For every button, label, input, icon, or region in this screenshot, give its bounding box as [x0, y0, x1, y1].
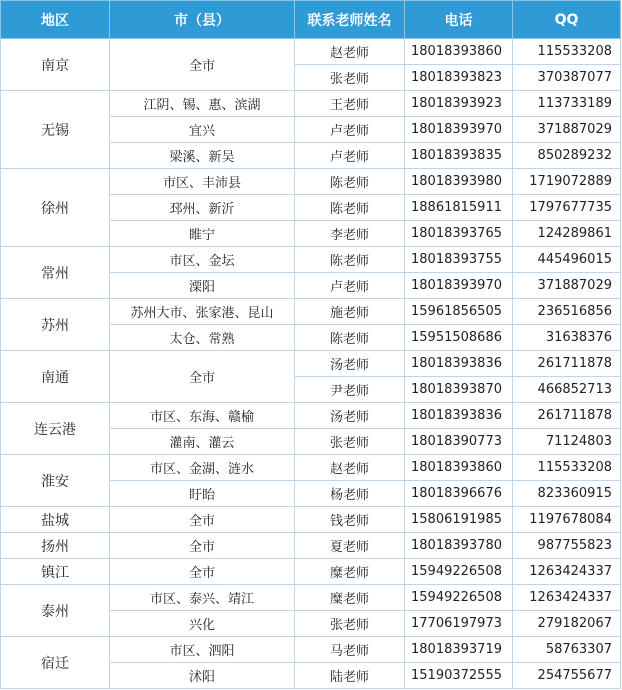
phone-cell: 15949226508 — [405, 585, 513, 611]
qq-cell: 236516856 — [513, 299, 621, 325]
teacher-cell: 杨老师 — [295, 481, 405, 507]
table-row — [1, 39, 621, 65]
table-header — [1, 1, 621, 39]
header-teacher: 联系老师姓名 — [295, 1, 405, 39]
qq-cell: 1197678084 — [513, 507, 621, 533]
qq-cell: 371887029 — [513, 273, 621, 299]
phone-cell: 18018393923 — [405, 91, 513, 117]
phone-cell: 15190372555 — [405, 663, 513, 689]
teacher-cell: 赵老师 — [295, 455, 405, 481]
teacher-cell: 马老师 — [295, 637, 405, 663]
phone-cell: 18018393780 — [405, 533, 513, 559]
region-cell: 宿迁 — [1, 637, 110, 689]
teacher-cell: 卢老师 — [295, 143, 405, 169]
city-cell: 全市 — [110, 559, 295, 585]
phone-cell: 18018393835 — [405, 143, 513, 169]
phone-cell: 18018393860 — [405, 39, 513, 65]
qq-cell: 371887029 — [513, 117, 621, 143]
qq-cell: 1263424337 — [513, 559, 621, 585]
qq-cell: 1263424337 — [513, 585, 621, 611]
city-cell: 市区、泗阳 — [110, 637, 295, 663]
qq-cell: 370387077 — [513, 65, 621, 91]
teacher-cell: 卢老师 — [295, 273, 405, 299]
teacher-cell: 卢老师 — [295, 117, 405, 143]
qq-cell: 823360915 — [513, 481, 621, 507]
qq-cell: 261711878 — [513, 351, 621, 377]
city-cell: 全市 — [110, 351, 295, 403]
city-cell: 江阴、锡、惠、滨湖 — [110, 91, 295, 117]
phone-cell: 15949226508 — [405, 559, 513, 585]
teacher-cell: 钱老师 — [295, 507, 405, 533]
teacher-cell: 尹老师 — [295, 377, 405, 403]
table-row — [1, 637, 621, 663]
qq-cell: 850289232 — [513, 143, 621, 169]
region-cell: 泰州 — [1, 585, 110, 637]
header-qq: QQ — [513, 1, 621, 39]
table-row — [1, 507, 621, 533]
qq-cell: 261711878 — [513, 403, 621, 429]
city-cell: 市区、泰兴、靖江 — [110, 585, 295, 611]
phone-cell: 18018390773 — [405, 429, 513, 455]
region-cell: 南通 — [1, 351, 110, 403]
region-cell: 淮安 — [1, 455, 110, 507]
table-row — [1, 455, 621, 481]
phone-cell: 18018393980 — [405, 169, 513, 195]
phone-cell: 18861815911 — [405, 195, 513, 221]
table-body — [1, 39, 621, 689]
phone-cell: 18018396676 — [405, 481, 513, 507]
teacher-cell: 张老师 — [295, 65, 405, 91]
city-cell: 宜兴 — [110, 117, 295, 143]
teacher-cell: 王老师 — [295, 91, 405, 117]
teacher-cell: 陈老师 — [295, 325, 405, 351]
qq-cell: 254755677 — [513, 663, 621, 689]
phone-cell: 18018393755 — [405, 247, 513, 273]
header-row — [1, 1, 621, 39]
phone-cell: 18018393719 — [405, 637, 513, 663]
region-cell: 苏州 — [1, 299, 110, 351]
phone-cell: 18018393836 — [405, 351, 513, 377]
teacher-cell: 陈老师 — [295, 195, 405, 221]
city-cell: 太仓、常熟 — [110, 325, 295, 351]
phone-cell: 18018393823 — [405, 65, 513, 91]
qq-cell: 1719072889 — [513, 169, 621, 195]
table-row — [1, 559, 621, 585]
header-region: 地区 — [1, 1, 110, 39]
qq-cell: 115533208 — [513, 455, 621, 481]
phone-cell: 18018393765 — [405, 221, 513, 247]
city-cell: 沭阳 — [110, 663, 295, 689]
teacher-cell: 赵老师 — [295, 39, 405, 65]
city-cell: 全市 — [110, 39, 295, 91]
header-phone: 电话 — [405, 1, 513, 39]
teacher-cell: 陆老师 — [295, 663, 405, 689]
qq-cell: 71124803 — [513, 429, 621, 455]
qq-cell: 445496015 — [513, 247, 621, 273]
table-row — [1, 247, 621, 273]
teacher-cell: 陈老师 — [295, 169, 405, 195]
region-cell: 镇江 — [1, 559, 110, 585]
region-cell: 徐州 — [1, 169, 110, 247]
city-cell: 市区、金湖、涟水 — [110, 455, 295, 481]
region-cell: 扬州 — [1, 533, 110, 559]
qq-cell: 1797677735 — [513, 195, 621, 221]
region-cell: 盐城 — [1, 507, 110, 533]
table-row — [1, 585, 621, 611]
city-cell: 全市 — [110, 507, 295, 533]
phone-cell: 15951508686 — [405, 325, 513, 351]
qq-cell: 466852713 — [513, 377, 621, 403]
teacher-cell: 张老师 — [295, 611, 405, 637]
qq-cell: 279182067 — [513, 611, 621, 637]
qq-cell: 987755823 — [513, 533, 621, 559]
city-cell: 苏州大市、张家港、昆山 — [110, 299, 295, 325]
phone-cell: 18018393836 — [405, 403, 513, 429]
teacher-cell: 糜老师 — [295, 585, 405, 611]
qq-cell: 115533208 — [513, 39, 621, 65]
phone-cell: 18018393970 — [405, 273, 513, 299]
city-cell: 睢宁 — [110, 221, 295, 247]
city-cell: 邳州、新沂 — [110, 195, 295, 221]
city-cell: 市区、丰沛县 — [110, 169, 295, 195]
city-cell: 全市 — [110, 533, 295, 559]
phone-cell: 17706197973 — [405, 611, 513, 637]
region-cell: 南京 — [1, 39, 110, 91]
table-row — [1, 169, 621, 195]
teacher-cell: 汤老师 — [295, 351, 405, 377]
city-cell: 梁溪、新吴 — [110, 143, 295, 169]
teacher-cell: 陈老师 — [295, 247, 405, 273]
table-row — [1, 91, 621, 117]
teacher-cell: 糜老师 — [295, 559, 405, 585]
city-cell: 兴化 — [110, 611, 295, 637]
city-cell: 盱眙 — [110, 481, 295, 507]
teacher-cell: 汤老师 — [295, 403, 405, 429]
city-cell: 市区、金坛 — [110, 247, 295, 273]
qq-cell: 31638376 — [513, 325, 621, 351]
qq-cell: 124289861 — [513, 221, 621, 247]
teacher-cell: 施老师 — [295, 299, 405, 325]
teacher-cell: 夏老师 — [295, 533, 405, 559]
teacher-cell: 张老师 — [295, 429, 405, 455]
qq-cell: 58763307 — [513, 637, 621, 663]
region-cell: 无锡 — [1, 91, 110, 169]
table-row — [1, 533, 621, 559]
phone-cell: 18018393860 — [405, 455, 513, 481]
city-cell: 溧阳 — [110, 273, 295, 299]
table-row — [1, 403, 621, 429]
phone-cell: 18018393970 — [405, 117, 513, 143]
table-row — [1, 351, 621, 377]
header-city: 市（县） — [110, 1, 295, 39]
city-cell: 灌南、灌云 — [110, 429, 295, 455]
table-row — [1, 299, 621, 325]
teacher-cell: 李老师 — [295, 221, 405, 247]
phone-cell: 15961856505 — [405, 299, 513, 325]
city-cell: 市区、东海、赣榆 — [110, 403, 295, 429]
qq-cell: 113733189 — [513, 91, 621, 117]
region-cell: 连云港 — [1, 403, 110, 455]
phone-cell: 15806191985 — [405, 507, 513, 533]
region-cell: 常州 — [1, 247, 110, 299]
phone-cell: 18018393870 — [405, 377, 513, 403]
